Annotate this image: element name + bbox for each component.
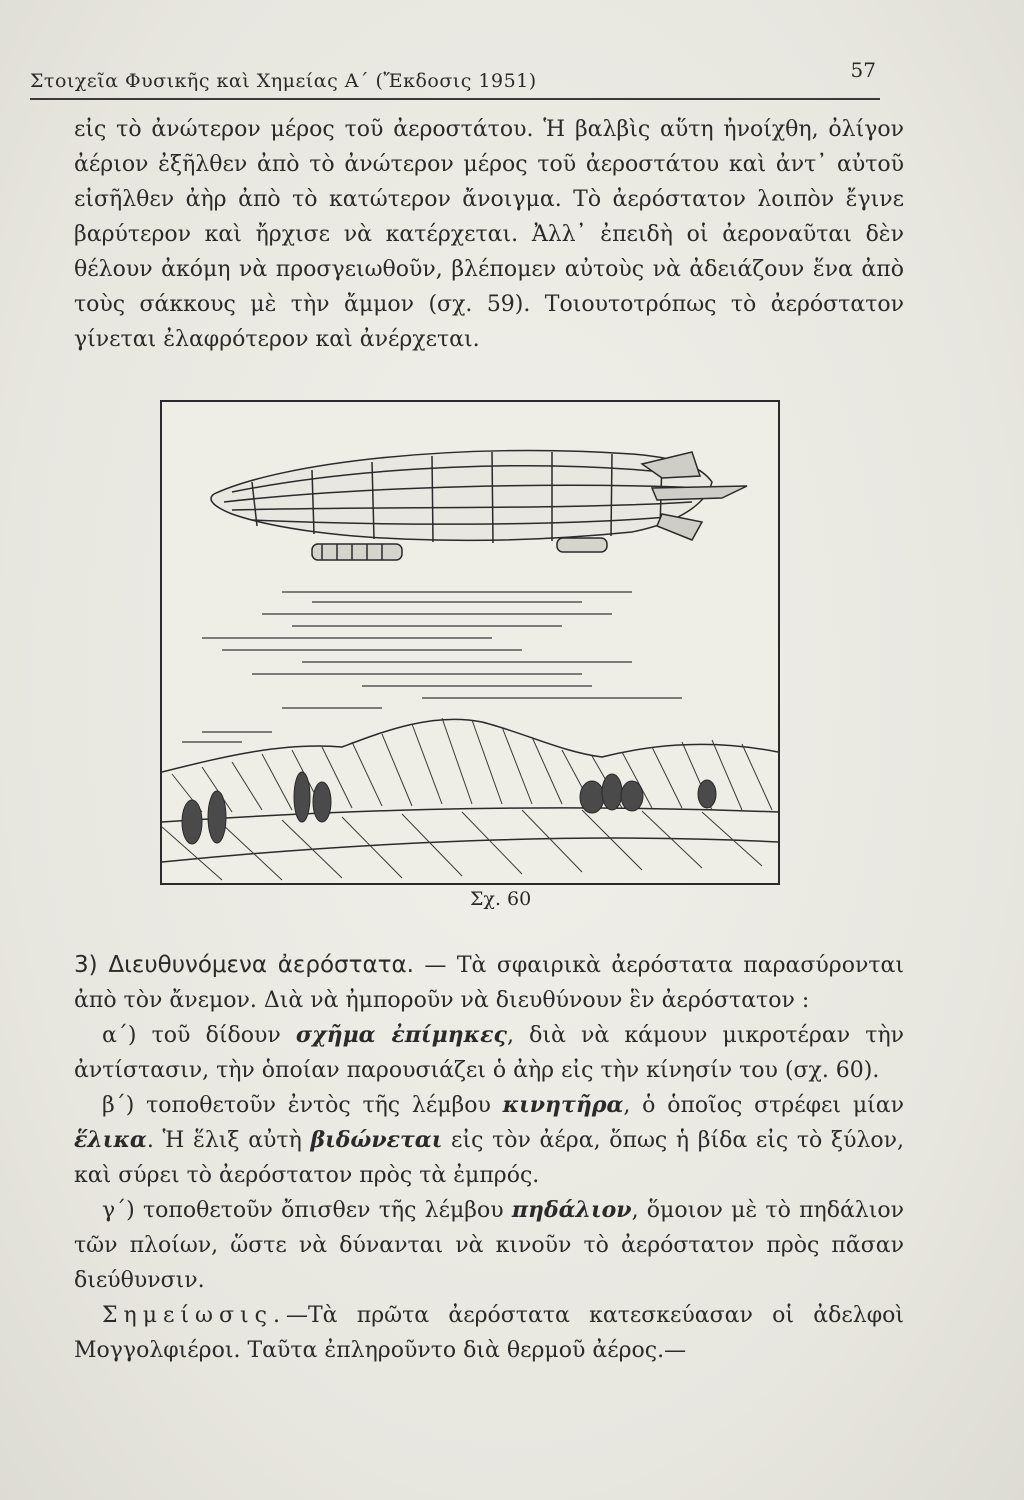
term-engine: κινητῆρα <box>502 1092 624 1118</box>
term-propeller: ἕλικα <box>74 1127 147 1153</box>
list-item-b <box>74 1088 904 1193</box>
item-b-text: β΄) τοποθετοῦν ἐντὸς τῆς λέμβου <box>102 1093 503 1118</box>
list-item-a <box>74 1018 904 1088</box>
airship-drawing <box>162 402 778 883</box>
term-screws: βιδώνεται <box>310 1127 443 1153</box>
section-heading: 3) Διευθυνόμενα ἀερόστατα. <box>74 952 414 978</box>
item-b-text-mid1: , ὁ ὁποῖος στρέφει μίαν <box>623 1093 904 1118</box>
cloud-lines <box>182 592 682 742</box>
airship-hull <box>211 450 712 543</box>
trees <box>182 772 716 844</box>
item-c-text-end: , ὅμοιον μὲ τὸ πηδάλιον τῶν πλοίων, ὥστε νὰ δύνανται νὰ κινοῦν τὸ ἀερόστατον πρὸς πᾶσαν διεύθυνσιν. <box>74 1198 904 1293</box>
term-elongated-shape: σχῆμα ἐπίμηκες <box>295 1022 507 1048</box>
section-intro-text: — Τὰ σφαιρικὰ ἀερόστατα παρασύρονται ἀπὸ τὸν ἄνεμον. Διὰ νὰ ἠμποροῦν νὰ διευθύνουν ἓν ἀερόστατον : <box>74 953 905 1013</box>
paragraph-balloon-descent: εἰς τὸ ἀνώτερον μέρος τοῦ ἀεροστάτου. Ἡ βαλβὶς αὕτη ἠνοίχθη, ὀλίγον ἀέριον ἐξῆλθεν ἀπὸ τὸ ἀνώτερον μέρος τοῦ ἀεροστάτου καὶ ἀντ᾿ αὐτοῦ εἰσῆλθεν ἀὴρ ἀπὸ τὸ κατώτερον ἄνοιγμα. Τὸ ἀερόστατον λοιπὸν ἔγινε βαρύτερον καὶ ἤρχισε νὰ κατέρχεται. Ἀλλ᾿ ἐπειδὴ οἱ ἀεροναῦται δὲν θέλουν ἀκόμη νὰ προσγειωθοῦν, βλέπομεν αὐτοὺς νὰ ἀδειάζουν ἕνα ἀπὸ τοὺς σάκκους μὲ τὴν ἄμμον (σχ. 59). Τοιουτοτρόπως τὸ ἀερόστατον γίνεται ἐλαφρότερον καὶ ἀνέρχεται. <box>74 117 904 352</box>
list-item-c <box>74 1193 904 1298</box>
term-rudder: πηδάλιον <box>511 1197 632 1223</box>
header-title: Στοιχεῖα Φυσικῆς καὶ Χημείας Α΄ (Ἔκδοσις 1951) <box>30 70 537 92</box>
section-intro <box>74 948 904 1018</box>
page-number: 57 <box>850 58 876 82</box>
hill-hatching <box>162 718 772 880</box>
section-dirigibles <box>74 948 904 1368</box>
item-b-text-end: εἰς τὸν ἀέρα, ὅπως ἡ βίδα εἰς τὸ ξύλον, καὶ σύρει τὸ ἀερόστατον πρὸς τὰ ἐμπρός. <box>74 1128 904 1188</box>
note-text: —Τὰ πρῶτα ἀερόστατα κατεσκεύασαν οἱ ἀδελφοὶ Μογγολφιέροι. Ταῦτα ἐπληροῦντο διὰ θερμοῦ ἀέρος.— <box>74 1303 904 1363</box>
tail-fins <box>642 452 747 540</box>
item-b-text-mid2: . Ἡ ἕλιξ αὐτὴ <box>146 1128 311 1153</box>
item-a-text-end: , διὰ νὰ κάμουν μικροτέραν τὴν ἀντίστασιν, τὴν ὁποίαν παρουσιάζει ὁ ἀὴρ εἰς τὴν κίνησίν του (σχ. 60). <box>74 1023 904 1083</box>
airship-illustration <box>160 400 780 885</box>
running-header <box>30 58 880 100</box>
hills <box>162 719 778 862</box>
figure-caption: Σχ. 60 <box>470 888 532 910</box>
item-c-text: γ΄) τοποθετοῦν ὄπισθεν τῆς λέμβου <box>102 1198 512 1223</box>
item-a-text: α΄) τοῦ δίδουν <box>102 1023 296 1048</box>
note-label: Σημείωσις. <box>102 1303 286 1328</box>
gondolas <box>312 538 607 560</box>
note <box>74 1298 904 1368</box>
